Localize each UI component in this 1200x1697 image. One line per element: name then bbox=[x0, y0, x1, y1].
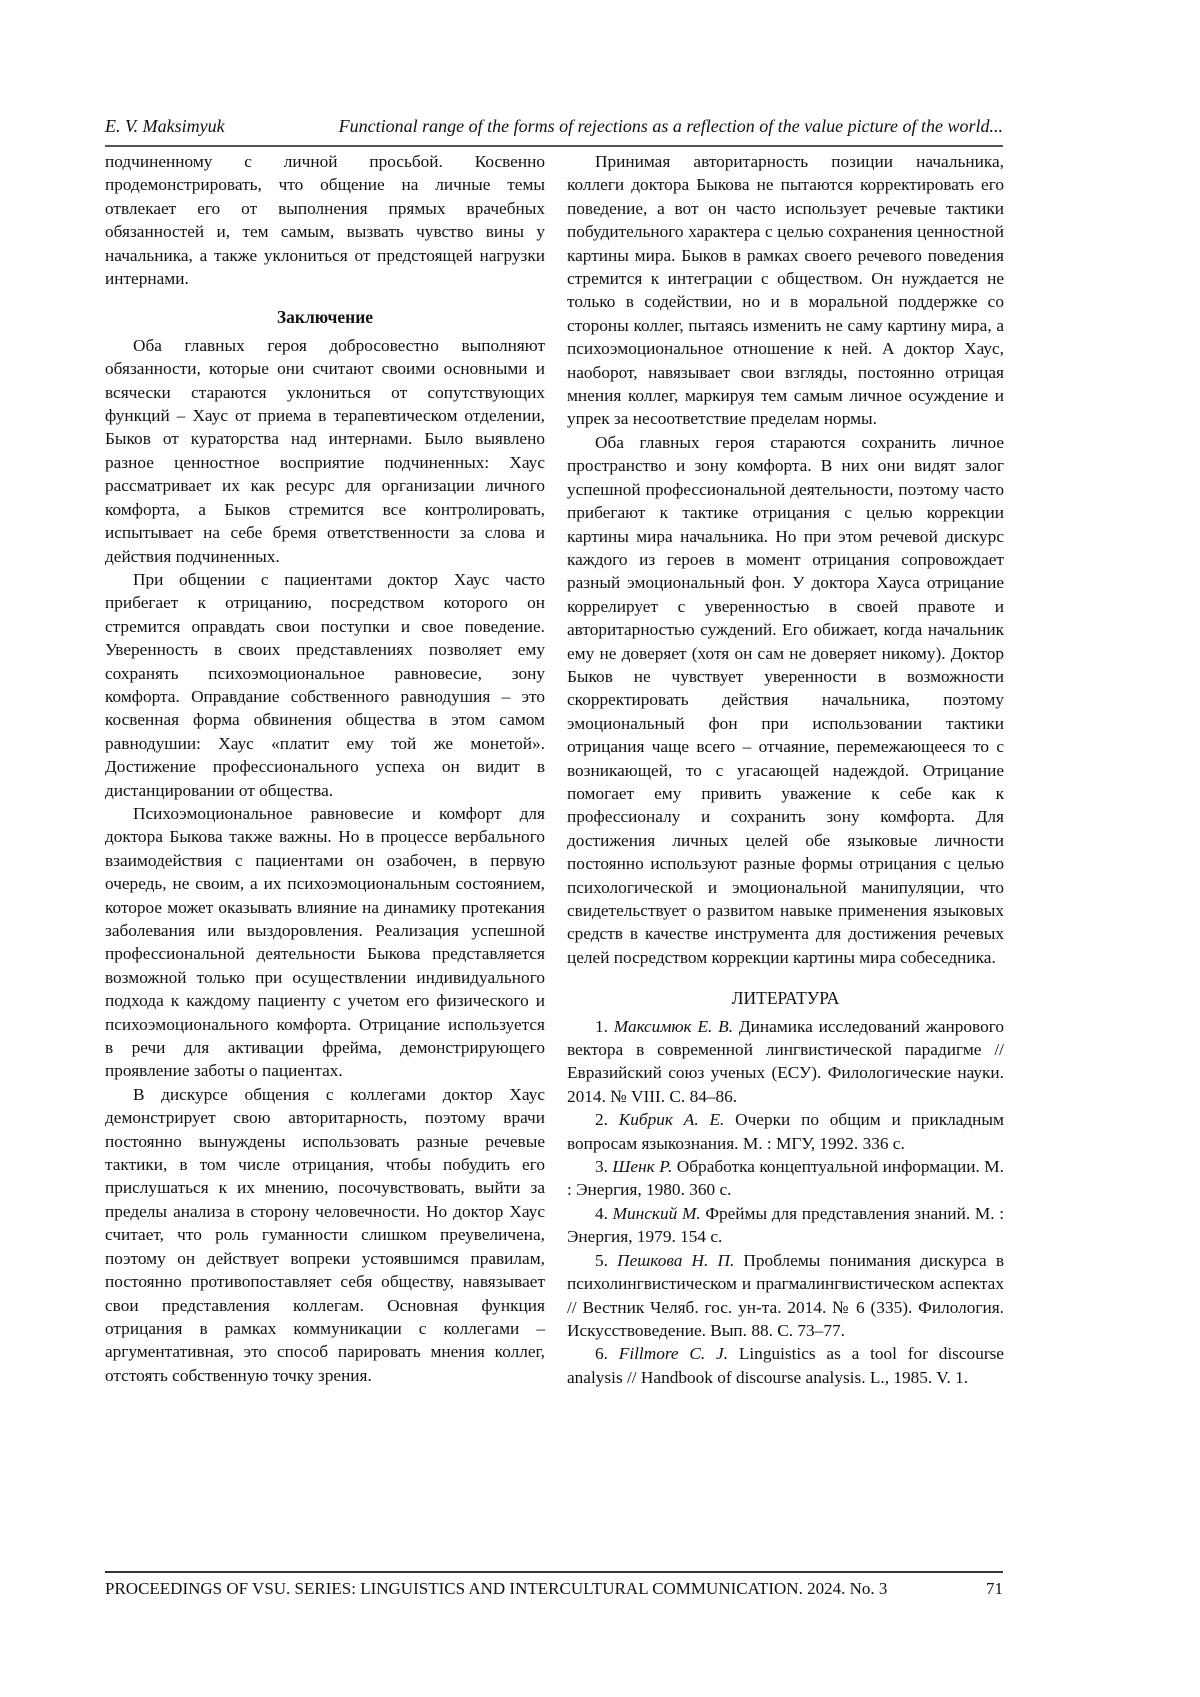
running-header bbox=[105, 116, 1003, 137]
reference-item bbox=[567, 1015, 1004, 1109]
ref-author: Пешкова Н. П. bbox=[617, 1251, 734, 1270]
reference-item bbox=[567, 1342, 1004, 1389]
running-footer bbox=[105, 1579, 1003, 1599]
ref-text: Проблемы понимания дискурса в психолингвистическом и прагмалингвистическом аспектах // Вестник Челяб. гос. ун-та. 2014. № 6 (335). Филология. Искусствоведение. Вып. 88. С. 73–77. bbox=[567, 1251, 1004, 1340]
section-heading: Заключение bbox=[105, 306, 545, 329]
reference-item bbox=[567, 1155, 1004, 1202]
references-list bbox=[567, 1015, 1004, 1390]
reference-item bbox=[567, 1202, 1004, 1249]
paragraph: Оба главных героя добросовестно выполняют обязанности, которые они считают своими основными и всячески стараются уклониться от сопутствующих функций – Хаус от приема в терапевтическом отделении, Быков от кураторства над интернами. Было выявлено разное ценностное восприятие подчиненных: Хаус рассматривает их как ресурс для организации личного комфорта, а Быков стремится все контролировать, испытывает на себе бремя ответственности за слова и действия подчиненных. bbox=[105, 334, 545, 568]
header-rule bbox=[105, 145, 1003, 147]
footer-journal: PROCEEDINGS OF VSU. SERIES: LINGUISTICS AND INTERCULTURAL COMMUNICATION. 2024. No. 3 bbox=[105, 1579, 887, 1599]
ref-author: Максимюк Е. В. bbox=[614, 1017, 733, 1036]
paragraph: подчиненному с личной просьбой. Косвенно продемонстрировать, что общение на личные темы отвлекает его от выполнения прямых врачебных обязанностей и, тем самым, вызвать чувство вины у начальника, а также уклониться от предстоящей нагрузки интернами. bbox=[105, 150, 545, 290]
reference-item bbox=[567, 1108, 1004, 1155]
right-column bbox=[567, 150, 1004, 1389]
ref-number: 2. bbox=[595, 1110, 608, 1129]
reference-item bbox=[567, 1249, 1004, 1343]
page-number: 71 bbox=[986, 1579, 1003, 1599]
left-column bbox=[105, 150, 545, 1387]
ref-text: Очерки по общим и прикладным вопросам языкознания. М. : МГУ, 1992. 336 с. bbox=[567, 1110, 1004, 1152]
ref-number: 3. bbox=[595, 1157, 608, 1176]
ref-author: Шенк Р. bbox=[612, 1157, 672, 1176]
ref-author: Fillmore C. J. bbox=[619, 1344, 728, 1363]
ref-author: Минский М. bbox=[613, 1204, 701, 1223]
header-author: E. V. Maksimyuk bbox=[105, 116, 225, 137]
paragraph: Психоэмоциональное равновесие и комфорт для доктора Быкова также важны. Но в процессе вербального взаимодействия с пациентами он озабочен, в первую очередь, не своим, а их психоэмоциональным состоянием, которое может оказывать влияние на динамику протекания заболевания или выздоровления. Реализация успешной профессиональной деятельности Быкова представляется возможной только при осуществлении индивидуального подхода к каждому пациенту с учетом его физического и психоэмоционального комфорта. Отрицание используется в речи для активации фрейма, демонстрирующего проявление заботы о пациентах. bbox=[105, 802, 545, 1083]
paragraph: В дискурсе общения с коллегами доктор Хаус демонстрирует свою авторитарность, поэтому врачи постоянно вынуждены использовать разные речевые тактики, в том числе отрицания, чтобы побудить его прислушаться к их мнению, посочувствовать, выйти за пределы анализа в сторону человечности. Но доктор Хаус считает, что роль гуманности слишком преувеличена, поэтому он действует вопреки устоявшимся правилам, постоянно противопоставляет себя обществу, навязывает свои представления коллегам. Основная функция отрицания в рамках коммуникации с коллегами – аргументативная, это способ парировать мнения коллег, отстоять собственную точку зрения. bbox=[105, 1083, 545, 1387]
ref-number: 4. bbox=[595, 1204, 608, 1223]
ref-number: 1. bbox=[595, 1017, 608, 1036]
references-heading: ЛИТЕРАТУРА bbox=[567, 987, 1004, 1010]
ref-author: Кибрик А. Е. bbox=[619, 1110, 725, 1129]
ref-number: 5. bbox=[595, 1251, 608, 1270]
paragraph: Принимая авторитарность позиции начальника, коллеги доктора Быкова не пытаются корректировать его поведение, а вот он часто использует речевые тактики побудительного характера с целью сохранения ценностной картины мира. Быков в рамках своего речевого поведения стремится к интеграции с обществом. Он нуждается не только в содействии, но и в моральной поддержке со стороны коллег, пытаясь изменить не саму картину мира, а психоэмоциональное отношение к ней. А доктор Хаус, наоборот, навязывает свои взгляды, постоянно отрицая мнения коллег, маркируя тем самым личное осуждение и упрек за несоответствие пределам нормы. bbox=[567, 150, 1004, 431]
ref-text: Обработка концептуальной информации. М. : Энергия, 1980. 360 с. bbox=[567, 1157, 1004, 1199]
paragraph: Оба главных героя стараются сохранить личное пространство и зону комфорта. В них они видят залог успешной профессиональной деятельности, поэтому часто прибегают к тактике отрицания с целью коррекции картины мира начальника. Но при этом речевой дискурс каждого из героев в момент отрицания сопровождает разный эмоциональный фон. У доктора Хауса отрицание коррелирует с уверенностью в своей правоте и авторитарностью суждений. Его обижает, когда начальник ему не доверяет (хотя он сам не доверяет никому). Доктор Быков не чувствует уверенности в возможности скорректировать действия начальника, поэтому эмоциональный фон при использовании тактики отрицания чаще всего – отчаяние, перемежающееся то с возникающей, то с угасающей надеждой. Отрицание помогает ему привить уважение к себе как к профессионалу и сохранить зону комфорта. Для достижения личных целей обе языковые личности постоянно используют разные формы отрицания с целью психологической и эмоциональной манипуляции, что свидетельствует о развитом навыке применения языковых средств в качестве инструмента для достижения речевых целей посредством коррекции картины мира собеседника. bbox=[567, 431, 1004, 969]
ref-text: Фреймы для представления знаний. М. : Энергия, 1979. 154 с. bbox=[567, 1204, 1004, 1246]
paragraph: При общении с пациентами доктор Хаус часто прибегает к отрицанию, посредством которого он стремится оправдать свои поступки и свое поведение. Уверенность в своих представлениях позволяет ему сохранять психоэмоциональное равновесие, зону комфорта. Оправдание собственного равнодушия – это косвенная форма обвинения общества в этом самом равнодушии: Хаус «платит ему той же монетой». Достижение профессионального успеха он видит в дистанцировании от общества. bbox=[105, 568, 545, 802]
header-title: Functional range of the forms of rejections as a reflection of the value picture of the world... bbox=[339, 116, 1003, 137]
ref-text: Linguistics as a tool for discourse analysis // Handbook of discourse analysis. L., 1985. V. 1. bbox=[567, 1344, 1004, 1386]
footer-rule bbox=[105, 1571, 1003, 1573]
ref-text: Динамика исследований жанрового вектора в современной лингвистической парадигме // Евразийский союз ученых (ЕСУ). Филологические науки. 2014. № VIII. С. 84–86. bbox=[567, 1017, 1004, 1106]
ref-number: 6. bbox=[595, 1344, 608, 1363]
